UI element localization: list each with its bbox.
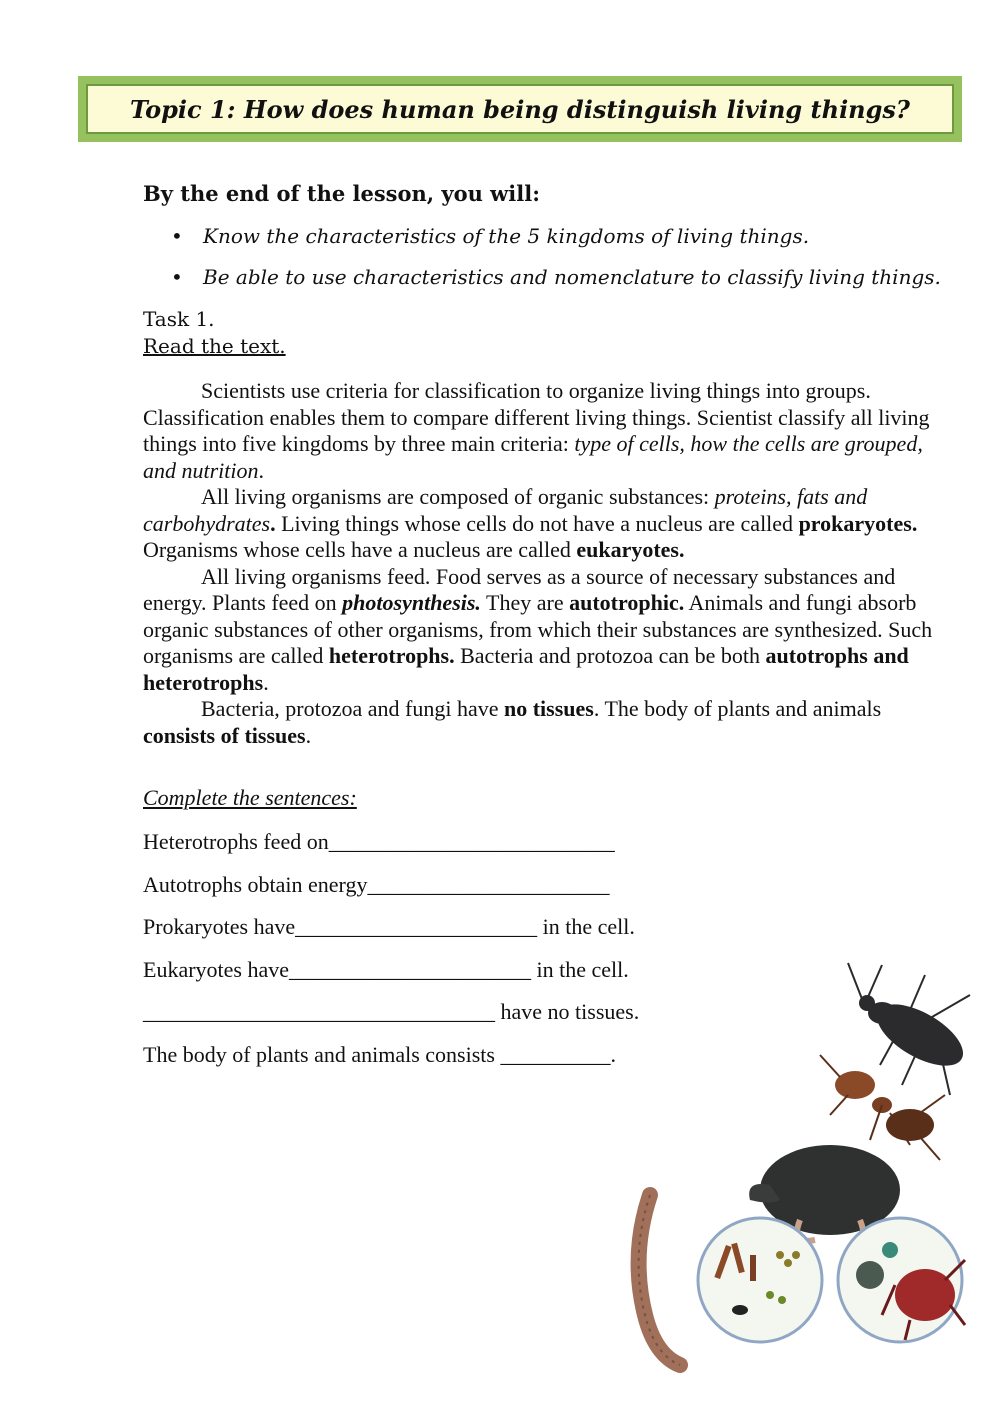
exercise-heading: Complete the sentences:: [143, 785, 357, 810]
worksheet-content: [143, 181, 943, 1084]
paragraph-4: Bacteria, protozoa and fungi have no tissues. The body of plants and animals consists of tissues.: [143, 696, 882, 748]
bullet-icon: •: [171, 265, 183, 289]
task-block: [143, 306, 943, 360]
ant-icon: [820, 1055, 945, 1160]
paragraph-2: All living organisms are composed of organic substances: proteins, fats and carbohydrates. Living things whose cells do not have a nucleus are called prokaryotes. Organisms whose cells have a nucleus are called eukaryotes.: [143, 484, 918, 562]
title-panel: [86, 84, 954, 134]
title-banner: [78, 76, 962, 142]
paragraph-3: All living organisms feed. Food serves as a source of necessary substances and energy. Plants feed on photosynthesis. They are autotrophic. Animals and fungi absorb organic substances of other organisms, from which their substances are synthesized. Such organisms are called heterotrophs. Bacteria and protozoa can be both autotrophs and heterotrophs.: [143, 563, 933, 695]
fill-in-sentence[interactable]: The body of plants and animals consists __________.: [143, 1041, 616, 1067]
mites-circle-icon: [838, 1218, 965, 1342]
microbes-circle-icon: [698, 1218, 822, 1342]
objectives-list: [143, 222, 943, 292]
earthworm-icon: [639, 1195, 680, 1365]
paragraph-1: Scientists use criteria for classification to organize living things into groups. Classification enables them to compare different living things. Scientist classify all living things into five kingdoms by three main criteria: type of cells, how the cells are grouped, and nutrition.: [143, 378, 930, 483]
objective-item: [143, 263, 943, 292]
task-number: Task 1.: [143, 307, 215, 331]
page-title: Topic 1: How does human being distinguish living things?: [130, 94, 910, 124]
objective-text: Be able to use characteristics and nomenclature to classify living things.: [203, 265, 941, 289]
fill-in-sentence[interactable]: Heterotrophs feed on__________________________: [143, 829, 615, 854]
objectives-heading: By the end of the lesson, you will:: [143, 181, 540, 206]
objective-item: [143, 222, 943, 251]
bullet-icon: •: [171, 224, 183, 248]
fill-in-sentence[interactable]: Prokaryotes have______________________ in the cell.: [143, 914, 635, 939]
fill-in-sentence[interactable]: Eukaryotes have______________________ in the cell.: [143, 956, 629, 982]
task-instruction: Read the text.: [143, 334, 286, 358]
fill-in-sentence[interactable]: Autotrophs obtain energy______________________: [143, 871, 610, 897]
objective-text: Know the characteristics of the 5 kingdoms of living things.: [203, 224, 810, 248]
organisms-illustration: [620, 955, 990, 1375]
fill-in-sentence[interactable]: ________________________________ have no tissues.: [143, 999, 640, 1024]
reading-text: [143, 378, 943, 749]
